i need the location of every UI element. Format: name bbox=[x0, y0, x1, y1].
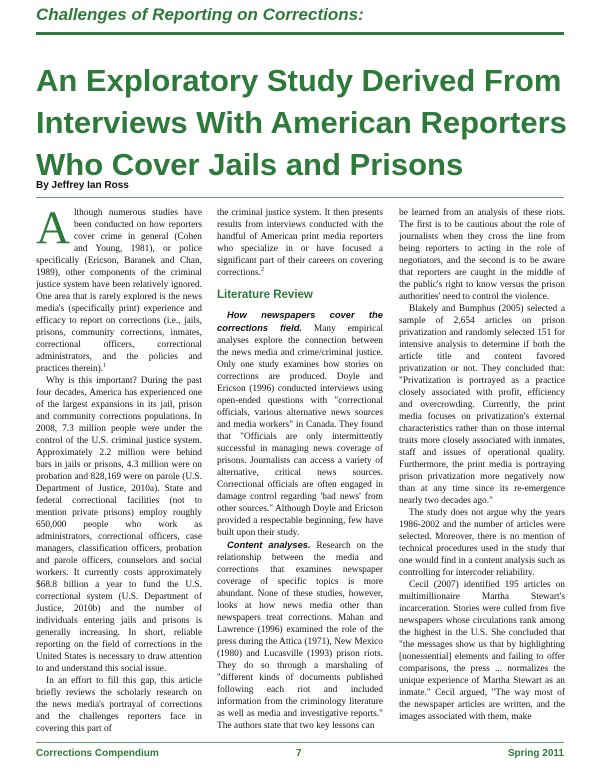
drop-cap: A bbox=[36, 207, 70, 254]
column-1 bbox=[36, 207, 202, 737]
byline: By Jeffrey Ian Ross bbox=[36, 180, 129, 191]
section-heading: Literature Review bbox=[217, 289, 313, 301]
issue-date: Spring 2011 bbox=[507, 748, 564, 759]
paragraph: Content analyses. Research on the relationship between the media and corrections that examines newspaper coverage of specific topics is more abundant. None of these studies, however, looks at how news media other than newspapers treat corrections. Mahan and Lawrence (1996) examined the role of the press during the Attica (1971), New Mexico (1980) and Lucasville (1993) prison riots. They do so through a marshaling of "different kinds of documents published following each riot and included information from the criminology literature as well as media and investigative reports." The authors state that two key lessons can bbox=[217, 539, 383, 731]
series-kicker: Challenges of Reporting on Corrections: bbox=[36, 5, 364, 24]
run-in-heading: Content analyses. bbox=[227, 539, 311, 550]
top-rule bbox=[36, 32, 564, 35]
paragraph: How newspapers cover the corrections field. Many empirical analyses explore the connection between the news media and crime/criminal justice. Only one study examines how stories on corrections are produced. Doyle and Ericson (1996) conducted interviews using open-ended questions with "correctional officials, various alternative news sources and media workers" in Canada. They found that "Officials are only intermittently successful in managing news coverage of prisons. Journalists can access a variety of alternative, critical news sources. Correctional officials are often engaged in damage control regarding 'bad news' from other sources." Although Doyle and Ericson provided a respectable beginning, few have built upon their study. bbox=[217, 309, 383, 538]
footer-rule bbox=[36, 742, 564, 743]
column-2 bbox=[217, 207, 383, 737]
run-in-heading: How newspapers cover the corrections field. bbox=[217, 309, 383, 333]
byline-rule bbox=[36, 197, 564, 198]
paragraph: the criminal justice system. It then presents results from interviews conducted with the handful of American print media reporters who specialize in or have focused a significant part of their careers on covering corrections.$^2$ bbox=[217, 208, 383, 278]
footnote-marker: 2 bbox=[261, 266, 264, 273]
paragraph: Why is this important? During the past four decades, America has experienced one of the largest expansions in its jail, prison and community corrections populations. In 2008, 7.3 million people were under the control of the U.S. criminal justice system. Approximately 2.2 million were behind bars in jails or prisons, 4.3 million were on probation and 828,169 were on parole (U.S. Department of Justice, 2010a). State and federal correctional facilities (not to mention private prisons) employ roughly 650,000 people who work as administrators, correctional officers, case managers, classification officers, probation and parole officers, counselors and social workers. It currently costs approximately $68.8 billion a year to fund the U.S. correctional system (U.S. Department of Justice, 2010b) and the number of individuals entering jails and prisons is generally increasing. In short, reliable reporting on the field of corrections in the United States is necessary to draw attention to and understand this social issue. bbox=[36, 376, 202, 674]
page-number: 7 bbox=[296, 748, 302, 759]
column-3 bbox=[399, 207, 565, 737]
paragraph: In an effort to fill this gap, this article briefly reviews the scholarly research on the news media's portrayal of corrections and the challenges reporters face in covering this part of bbox=[36, 676, 202, 734]
paragraph: Although numerous studies have been conducted on how reporters cover crime in general (Cohen and Young, 1981), or police specifically (Ericson, Baranek and Chan, 1989), other components of the criminal justice system have been relatively ignored. One area that is rarely explored is the news media's (specifically print) experience and efficacy to report on corrections (i.e., jails, prisons, community corrections, inmates, correctional officers, correctional administrators, and the policies and practices therein).$^1$ bbox=[36, 207, 202, 374]
paragraph: Blakely and Bumphus (2005) selected a sample of 2,654 articles on prison privatization and randomly selected 151 for intensive analysis to determine if both the article title and content favored privatization or not. They concluded that: "Privatization is portrayed as a practice closely associated with profit, efficiency and overcrowding. Currently, the print media focuses on privatization's external characteristics rather than on those internal traits more closely associated with inmates, staff and issues of operational quality. Furthermore, the print media is portraying prison privatization more negatively now than at any time since its re-emergence nearly two decades ago." bbox=[399, 304, 565, 506]
paragraph: The study does not argue why the years 1986-2002 and the number of articles were selected. Moreover, there is no mention of technical procedures used in the study that one would find in a content analysis such as controlling for intercoder reliability. bbox=[399, 508, 565, 578]
paragraph: be learned from an analysis of these riots. The first is to be cautious about the role of journalists when they cross the line from being reporters to acting in the role of negotiators, and the second is to be aware that reporters are caught in the middle of the public's right to know versus the prison authorities' need to control the violence. bbox=[399, 208, 565, 302]
article-headline: An Exploratory Study Derived From Interviews With American Reporters Who Cover Jails and Prisons bbox=[36, 63, 567, 182]
footnote-marker: 1 bbox=[103, 362, 107, 369]
publication-name: Corrections Compendium bbox=[36, 748, 159, 759]
paragraph: Cecil (2007) identified 195 articles on multimillionaire Martha Stewart's incarceration. Stories were culled from five newspapers whose circulations rank among the highest in the U.S. She concluded that "the messages show us that by highlighting [nonessential] elements and failing to offer comparisons, the press ... normalizes the unique experience of Martha Stewart as an inmate." Cecil argued, "The way most of the newspaper articles are written, and the images associated with them, make bbox=[399, 580, 565, 722]
